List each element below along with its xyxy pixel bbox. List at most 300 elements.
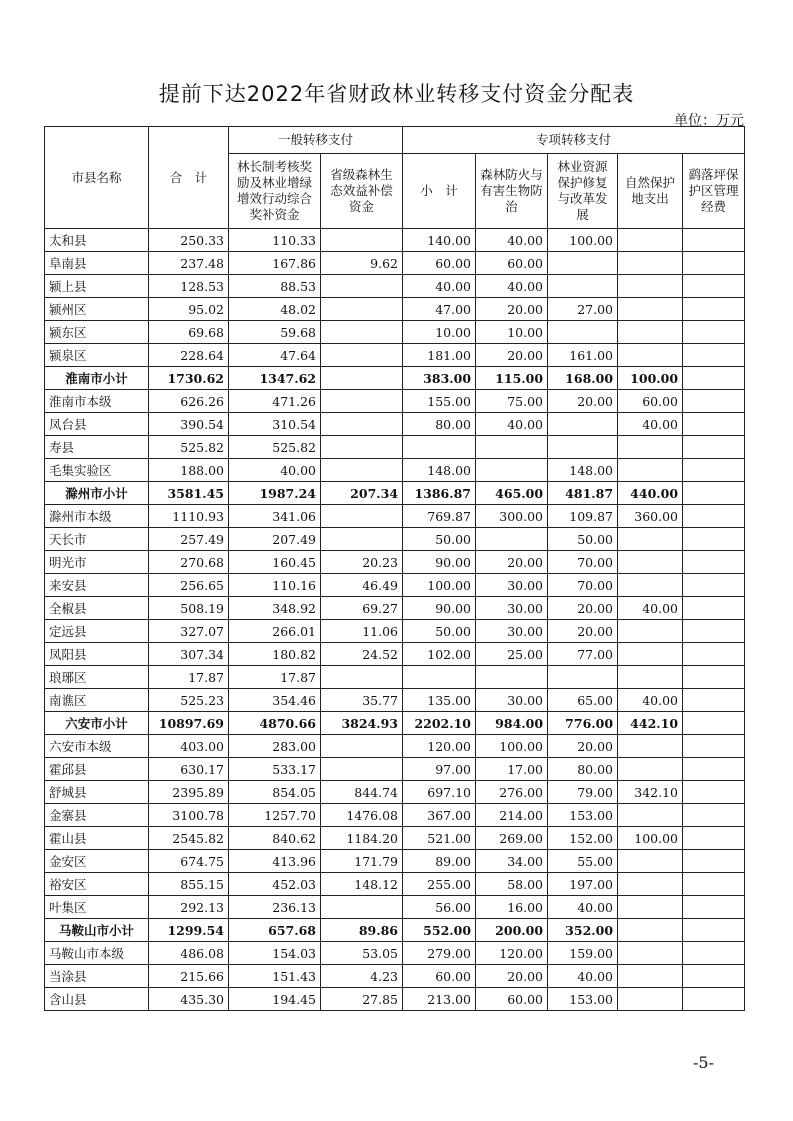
cell-g1: 48.02 bbox=[229, 298, 321, 321]
cell-total: 17.87 bbox=[149, 666, 229, 689]
cell-g2 bbox=[321, 390, 403, 413]
table-row bbox=[45, 551, 745, 574]
cell-s2: 20.00 bbox=[548, 390, 618, 413]
cell-sub: 255.00 bbox=[403, 873, 476, 896]
cell-s3 bbox=[618, 551, 683, 574]
table-row bbox=[45, 390, 745, 413]
cell-total: 2395.89 bbox=[149, 781, 229, 804]
cell-total: 486.08 bbox=[149, 942, 229, 965]
cell-s4 bbox=[683, 321, 745, 344]
cell-g1: 266.01 bbox=[229, 620, 321, 643]
cell-g2 bbox=[321, 413, 403, 436]
table-row bbox=[45, 735, 745, 758]
cell-total: 403.00 bbox=[149, 735, 229, 758]
cell-total: 10897.69 bbox=[149, 712, 229, 735]
cell-s2: 109.87 bbox=[548, 505, 618, 528]
cell-s3: 360.00 bbox=[618, 505, 683, 528]
cell-name: 裕安区 bbox=[45, 873, 149, 896]
cell-s1: 40.00 bbox=[476, 275, 548, 298]
cell-g1: 354.46 bbox=[229, 689, 321, 712]
cell-s2: 77.00 bbox=[548, 643, 618, 666]
table-row bbox=[45, 988, 745, 1011]
cell-s2 bbox=[548, 413, 618, 436]
table-row bbox=[45, 850, 745, 873]
subtotal-row bbox=[45, 482, 745, 505]
header-general-b: 省级森林生态效益补偿资金 bbox=[321, 154, 403, 229]
cell-g2: 69.27 bbox=[321, 597, 403, 620]
cell-s4 bbox=[683, 712, 745, 735]
cell-total: 855.15 bbox=[149, 873, 229, 896]
cell-s4 bbox=[683, 551, 745, 574]
cell-g2: 20.23 bbox=[321, 551, 403, 574]
table-row bbox=[45, 275, 745, 298]
cell-name: 颍泉区 bbox=[45, 344, 149, 367]
table-row bbox=[45, 643, 745, 666]
cell-s3 bbox=[618, 574, 683, 597]
cell-s1: 300.00 bbox=[476, 505, 548, 528]
table-body bbox=[45, 229, 745, 1011]
cell-g2 bbox=[321, 735, 403, 758]
cell-g2: 1184.20 bbox=[321, 827, 403, 850]
cell-sub: 90.00 bbox=[403, 597, 476, 620]
table-row bbox=[45, 229, 745, 252]
header-special-c: 自然保护地支出 bbox=[618, 154, 683, 229]
cell-s3: 342.10 bbox=[618, 781, 683, 804]
cell-s3 bbox=[618, 436, 683, 459]
cell-sub: 135.00 bbox=[403, 689, 476, 712]
cell-g1: 341.06 bbox=[229, 505, 321, 528]
cell-s4 bbox=[683, 804, 745, 827]
cell-name: 颍州区 bbox=[45, 298, 149, 321]
cell-g1: 151.43 bbox=[229, 965, 321, 988]
cell-g2 bbox=[321, 758, 403, 781]
cell-g2: 4.23 bbox=[321, 965, 403, 988]
cell-g1: 17.87 bbox=[229, 666, 321, 689]
cell-s3 bbox=[618, 344, 683, 367]
cell-s2: 152.00 bbox=[548, 827, 618, 850]
cell-s4 bbox=[683, 275, 745, 298]
cell-s4 bbox=[683, 482, 745, 505]
cell-name: 马鞍山市小计 bbox=[45, 919, 149, 942]
cell-sub: 383.00 bbox=[403, 367, 476, 390]
cell-sub: 60.00 bbox=[403, 965, 476, 988]
cell-name: 马鞍山市本级 bbox=[45, 942, 149, 965]
cell-s1: 20.00 bbox=[476, 298, 548, 321]
cell-s1: 34.00 bbox=[476, 850, 548, 873]
cell-g1: 657.68 bbox=[229, 919, 321, 942]
cell-g1: 525.82 bbox=[229, 436, 321, 459]
cell-name: 天长市 bbox=[45, 528, 149, 551]
cell-s2: 80.00 bbox=[548, 758, 618, 781]
cell-s2: 70.00 bbox=[548, 551, 618, 574]
cell-total: 188.00 bbox=[149, 459, 229, 482]
cell-g2 bbox=[321, 459, 403, 482]
header-special-a: 森林防火与有害生物防治 bbox=[476, 154, 548, 229]
cell-name: 滁州市本级 bbox=[45, 505, 149, 528]
cell-s4 bbox=[683, 781, 745, 804]
cell-name: 琅琊区 bbox=[45, 666, 149, 689]
cell-sub bbox=[403, 666, 476, 689]
cell-s1: 30.00 bbox=[476, 689, 548, 712]
cell-name: 南谯区 bbox=[45, 689, 149, 712]
table-header bbox=[45, 127, 745, 229]
cell-name: 含山县 bbox=[45, 988, 149, 1011]
cell-name: 来安县 bbox=[45, 574, 149, 597]
cell-s2: 168.00 bbox=[548, 367, 618, 390]
cell-total: 1730.62 bbox=[149, 367, 229, 390]
cell-total: 292.13 bbox=[149, 896, 229, 919]
cell-s2: 197.00 bbox=[548, 873, 618, 896]
cell-name: 毛集实验区 bbox=[45, 459, 149, 482]
cell-g1: 283.00 bbox=[229, 735, 321, 758]
cell-s2: 153.00 bbox=[548, 804, 618, 827]
cell-g2: 35.77 bbox=[321, 689, 403, 712]
cell-name: 叶集区 bbox=[45, 896, 149, 919]
cell-name: 金安区 bbox=[45, 850, 149, 873]
cell-s2: 100.00 bbox=[548, 229, 618, 252]
cell-s1: 30.00 bbox=[476, 597, 548, 620]
cell-s4 bbox=[683, 666, 745, 689]
cell-total: 3100.78 bbox=[149, 804, 229, 827]
cell-s1: 58.00 bbox=[476, 873, 548, 896]
header-general: 一般转移支付 bbox=[229, 127, 403, 154]
cell-s2: 20.00 bbox=[548, 735, 618, 758]
cell-s3 bbox=[618, 666, 683, 689]
header-special: 专项转移支付 bbox=[403, 127, 745, 154]
cell-g2 bbox=[321, 505, 403, 528]
cell-s1: 276.00 bbox=[476, 781, 548, 804]
cell-s4 bbox=[683, 390, 745, 413]
cell-sub: 2202.10 bbox=[403, 712, 476, 735]
cell-sub: 181.00 bbox=[403, 344, 476, 367]
cell-total: 256.65 bbox=[149, 574, 229, 597]
cell-name: 金寨县 bbox=[45, 804, 149, 827]
cell-s2: 70.00 bbox=[548, 574, 618, 597]
cell-s2: 153.00 bbox=[548, 988, 618, 1011]
cell-s4 bbox=[683, 850, 745, 873]
cell-s1: 120.00 bbox=[476, 942, 548, 965]
cell-sub: 155.00 bbox=[403, 390, 476, 413]
cell-total: 250.33 bbox=[149, 229, 229, 252]
cell-s4 bbox=[683, 643, 745, 666]
cell-g2: 53.05 bbox=[321, 942, 403, 965]
cell-g1: 154.03 bbox=[229, 942, 321, 965]
cell-g2 bbox=[321, 344, 403, 367]
cell-name: 凤台县 bbox=[45, 413, 149, 436]
cell-g2: 1476.08 bbox=[321, 804, 403, 827]
cell-s2: 161.00 bbox=[548, 344, 618, 367]
cell-total: 270.68 bbox=[149, 551, 229, 574]
cell-g2 bbox=[321, 528, 403, 551]
cell-s3: 40.00 bbox=[618, 689, 683, 712]
cell-g1: 160.45 bbox=[229, 551, 321, 574]
cell-s3 bbox=[618, 252, 683, 275]
cell-s3 bbox=[618, 850, 683, 873]
cell-g2: 27.85 bbox=[321, 988, 403, 1011]
cell-s4 bbox=[683, 942, 745, 965]
cell-s4 bbox=[683, 735, 745, 758]
cell-s3 bbox=[618, 528, 683, 551]
cell-total: 95.02 bbox=[149, 298, 229, 321]
cell-total: 435.30 bbox=[149, 988, 229, 1011]
cell-s1: 200.00 bbox=[476, 919, 548, 942]
cell-total: 525.23 bbox=[149, 689, 229, 712]
cell-sub: 102.00 bbox=[403, 643, 476, 666]
cell-sub: 80.00 bbox=[403, 413, 476, 436]
cell-g2 bbox=[321, 896, 403, 919]
cell-sub: 100.00 bbox=[403, 574, 476, 597]
cell-g1: 854.05 bbox=[229, 781, 321, 804]
cell-s2: 20.00 bbox=[548, 620, 618, 643]
cell-sub: 89.00 bbox=[403, 850, 476, 873]
cell-name: 当涂县 bbox=[45, 965, 149, 988]
cell-s2: 159.00 bbox=[548, 942, 618, 965]
cell-g2: 844.74 bbox=[321, 781, 403, 804]
cell-s3 bbox=[618, 321, 683, 344]
cell-total: 508.19 bbox=[149, 597, 229, 620]
cell-g2: 3824.93 bbox=[321, 712, 403, 735]
cell-s3 bbox=[618, 758, 683, 781]
allocation-table bbox=[44, 126, 745, 1011]
cell-s1: 30.00 bbox=[476, 620, 548, 643]
cell-sub: 1386.87 bbox=[403, 482, 476, 505]
cell-sub: 10.00 bbox=[403, 321, 476, 344]
table-row bbox=[45, 827, 745, 850]
cell-s1: 100.00 bbox=[476, 735, 548, 758]
table-row bbox=[45, 896, 745, 919]
cell-s3: 442.10 bbox=[618, 712, 683, 735]
cell-s1: 115.00 bbox=[476, 367, 548, 390]
cell-total: 3581.45 bbox=[149, 482, 229, 505]
cell-sub: 148.00 bbox=[403, 459, 476, 482]
cell-name: 霍山县 bbox=[45, 827, 149, 850]
cell-s3 bbox=[618, 620, 683, 643]
cell-g1: 207.49 bbox=[229, 528, 321, 551]
cell-s3: 100.00 bbox=[618, 367, 683, 390]
cell-s2: 481.87 bbox=[548, 482, 618, 505]
cell-g1: 840.62 bbox=[229, 827, 321, 850]
cell-sub: 769.87 bbox=[403, 505, 476, 528]
cell-g2: 11.06 bbox=[321, 620, 403, 643]
cell-name: 明光市 bbox=[45, 551, 149, 574]
cell-name: 凤阳县 bbox=[45, 643, 149, 666]
cell-sub: 367.00 bbox=[403, 804, 476, 827]
cell-s3: 440.00 bbox=[618, 482, 683, 505]
cell-name: 全椒县 bbox=[45, 597, 149, 620]
cell-g2 bbox=[321, 229, 403, 252]
cell-g1: 533.17 bbox=[229, 758, 321, 781]
cell-s3: 100.00 bbox=[618, 827, 683, 850]
table-row bbox=[45, 344, 745, 367]
cell-g1: 1987.24 bbox=[229, 482, 321, 505]
cell-sub: 120.00 bbox=[403, 735, 476, 758]
cell-s2: 776.00 bbox=[548, 712, 618, 735]
cell-sub: 60.00 bbox=[403, 252, 476, 275]
cell-name: 滁州市小计 bbox=[45, 482, 149, 505]
cell-s4 bbox=[683, 919, 745, 942]
subtotal-row bbox=[45, 367, 745, 390]
cell-g2: 46.49 bbox=[321, 574, 403, 597]
cell-total: 128.53 bbox=[149, 275, 229, 298]
cell-sub: 521.00 bbox=[403, 827, 476, 850]
cell-g1: 1347.62 bbox=[229, 367, 321, 390]
cell-s4 bbox=[683, 229, 745, 252]
cell-sub: 213.00 bbox=[403, 988, 476, 1011]
cell-s3 bbox=[618, 919, 683, 942]
table-row bbox=[45, 505, 745, 528]
table-row bbox=[45, 528, 745, 551]
cell-sub: 97.00 bbox=[403, 758, 476, 781]
cell-s2 bbox=[548, 436, 618, 459]
cell-name: 太和县 bbox=[45, 229, 149, 252]
cell-s1: 17.00 bbox=[476, 758, 548, 781]
cell-g1: 59.68 bbox=[229, 321, 321, 344]
table-row bbox=[45, 804, 745, 827]
cell-s1: 75.00 bbox=[476, 390, 548, 413]
table-row bbox=[45, 620, 745, 643]
cell-s4 bbox=[683, 252, 745, 275]
header-special-d: 鹞落坪保护区管理经费 bbox=[683, 154, 745, 229]
cell-s3 bbox=[618, 804, 683, 827]
cell-s4 bbox=[683, 413, 745, 436]
cell-name: 阜南县 bbox=[45, 252, 149, 275]
cell-s1: 465.00 bbox=[476, 482, 548, 505]
cell-s1: 214.00 bbox=[476, 804, 548, 827]
cell-sub: 552.00 bbox=[403, 919, 476, 942]
cell-g1: 40.00 bbox=[229, 459, 321, 482]
cell-g2 bbox=[321, 436, 403, 459]
cell-s1: 60.00 bbox=[476, 252, 548, 275]
cell-name: 霍邱县 bbox=[45, 758, 149, 781]
cell-s1: 30.00 bbox=[476, 574, 548, 597]
cell-sub: 50.00 bbox=[403, 620, 476, 643]
cell-g1: 310.54 bbox=[229, 413, 321, 436]
cell-s2: 40.00 bbox=[548, 965, 618, 988]
unit-label: 单位：万元 bbox=[674, 113, 744, 129]
cell-s3 bbox=[618, 229, 683, 252]
cell-s4 bbox=[683, 436, 745, 459]
cell-s2 bbox=[548, 321, 618, 344]
cell-name: 淮南市本级 bbox=[45, 390, 149, 413]
header-total: 合 计 bbox=[149, 127, 229, 229]
cell-sub: 140.00 bbox=[403, 229, 476, 252]
cell-g1: 180.82 bbox=[229, 643, 321, 666]
cell-g2 bbox=[321, 275, 403, 298]
cell-g1: 413.96 bbox=[229, 850, 321, 873]
cell-name: 六安市小计 bbox=[45, 712, 149, 735]
cell-g1: 471.26 bbox=[229, 390, 321, 413]
cell-total: 307.34 bbox=[149, 643, 229, 666]
cell-g2 bbox=[321, 298, 403, 321]
cell-total: 69.68 bbox=[149, 321, 229, 344]
header-special-b: 林业资源保护修复与改革发展 bbox=[548, 154, 618, 229]
cell-total: 1299.54 bbox=[149, 919, 229, 942]
cell-s3 bbox=[618, 873, 683, 896]
cell-s4 bbox=[683, 873, 745, 896]
cell-g2: 9.62 bbox=[321, 252, 403, 275]
subtotal-row bbox=[45, 712, 745, 735]
cell-s1: 984.00 bbox=[476, 712, 548, 735]
cell-name: 舒城县 bbox=[45, 781, 149, 804]
cell-s4 bbox=[683, 367, 745, 390]
cell-s2: 27.00 bbox=[548, 298, 618, 321]
cell-s2 bbox=[548, 666, 618, 689]
page-title: 提前下达2022年省财政林业转移支付资金分配表 bbox=[158, 82, 635, 106]
cell-name: 淮南市小计 bbox=[45, 367, 149, 390]
cell-s3 bbox=[618, 275, 683, 298]
cell-g1: 88.53 bbox=[229, 275, 321, 298]
cell-total: 1110.93 bbox=[149, 505, 229, 528]
cell-s2: 40.00 bbox=[548, 896, 618, 919]
cell-s2: 55.00 bbox=[548, 850, 618, 873]
cell-s4 bbox=[683, 574, 745, 597]
cell-g2: 148.12 bbox=[321, 873, 403, 896]
cell-s4 bbox=[683, 827, 745, 850]
cell-g2: 207.34 bbox=[321, 482, 403, 505]
table-row bbox=[45, 873, 745, 896]
cell-s1: 20.00 bbox=[476, 551, 548, 574]
cell-s2: 50.00 bbox=[548, 528, 618, 551]
cell-name: 六安市本级 bbox=[45, 735, 149, 758]
cell-s4 bbox=[683, 344, 745, 367]
cell-g1: 47.64 bbox=[229, 344, 321, 367]
cell-s2: 352.00 bbox=[548, 919, 618, 942]
cell-sub: 50.00 bbox=[403, 528, 476, 551]
cell-s2 bbox=[548, 275, 618, 298]
cell-s1: 20.00 bbox=[476, 965, 548, 988]
cell-s3: 40.00 bbox=[618, 597, 683, 620]
cell-total: 237.48 bbox=[149, 252, 229, 275]
table-row bbox=[45, 298, 745, 321]
page-number: -5- bbox=[693, 1053, 714, 1072]
cell-g1: 236.13 bbox=[229, 896, 321, 919]
cell-s3 bbox=[618, 896, 683, 919]
table-row bbox=[45, 321, 745, 344]
cell-total: 674.75 bbox=[149, 850, 229, 873]
cell-s1: 20.00 bbox=[476, 344, 548, 367]
cell-s2: 65.00 bbox=[548, 689, 618, 712]
cell-g2 bbox=[321, 666, 403, 689]
cell-s3 bbox=[618, 735, 683, 758]
cell-s1 bbox=[476, 436, 548, 459]
cell-total: 390.54 bbox=[149, 413, 229, 436]
table-row bbox=[45, 666, 745, 689]
cell-s1: 40.00 bbox=[476, 229, 548, 252]
subtotal-row bbox=[45, 919, 745, 942]
cell-sub: 56.00 bbox=[403, 896, 476, 919]
cell-sub: 279.00 bbox=[403, 942, 476, 965]
cell-name: 寿县 bbox=[45, 436, 149, 459]
table-row bbox=[45, 252, 745, 275]
cell-s3 bbox=[618, 298, 683, 321]
cell-s3 bbox=[618, 942, 683, 965]
table-row bbox=[45, 436, 745, 459]
cell-s1: 16.00 bbox=[476, 896, 548, 919]
cell-g2 bbox=[321, 367, 403, 390]
cell-s3: 60.00 bbox=[618, 390, 683, 413]
cell-s1: 10.00 bbox=[476, 321, 548, 344]
cell-s3 bbox=[618, 965, 683, 988]
cell-g2: 24.52 bbox=[321, 643, 403, 666]
header-name: 市县名称 bbox=[45, 127, 149, 229]
cell-name: 颍上县 bbox=[45, 275, 149, 298]
cell-g1: 1257.70 bbox=[229, 804, 321, 827]
cell-s4 bbox=[683, 965, 745, 988]
cell-g2: 89.86 bbox=[321, 919, 403, 942]
cell-total: 630.17 bbox=[149, 758, 229, 781]
cell-s4 bbox=[683, 597, 745, 620]
table-row bbox=[45, 689, 745, 712]
